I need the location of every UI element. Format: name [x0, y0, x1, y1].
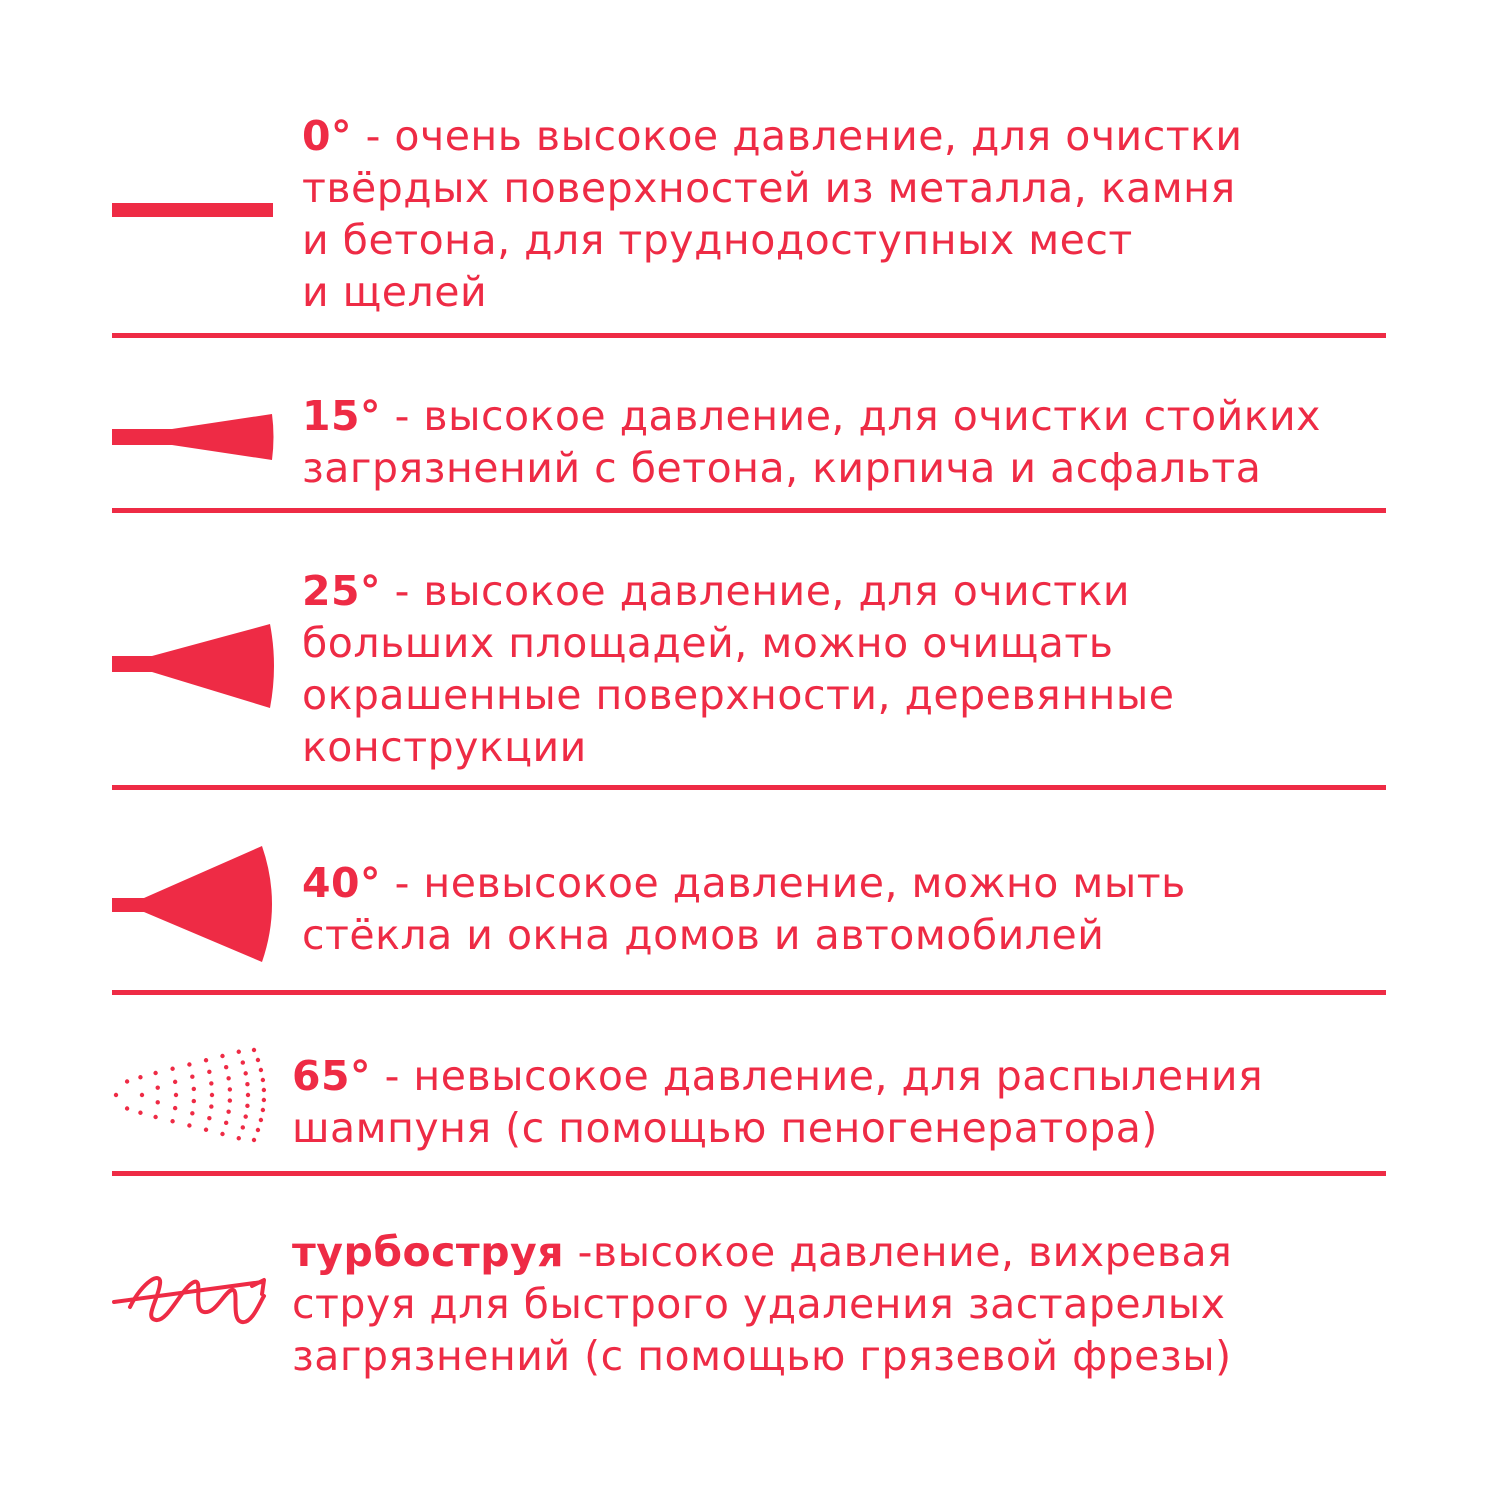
spray-dot: [204, 1128, 208, 1132]
spray-dot: [138, 1111, 142, 1115]
nozzle-text: - невысокое давление, можно мыть стёкла и окна домов и автомобилей: [302, 859, 1186, 959]
divider: [112, 508, 1386, 513]
nozzle-text: - высокое давление, для очистки стойких загрязнений с бетона, кирпича и асфальта: [302, 392, 1321, 492]
nozzle-description-65: [292, 1050, 1263, 1154]
spray-dot: [207, 1070, 211, 1074]
zero-degree-jet-icon: [112, 200, 274, 220]
spray-dot: [259, 1118, 263, 1122]
spray-dot: [210, 1093, 214, 1097]
spray-dot: [174, 1093, 178, 1097]
spray-dot: [220, 1132, 224, 1136]
spray-dot: [261, 1108, 265, 1112]
forty-degree-fan-icon: [112, 842, 274, 967]
nozzle-angle-label: 15°: [302, 392, 382, 440]
spray-dot: [220, 1054, 224, 1058]
nozzle-text: - очень высокое давление, для очистки твёрдых поверхностей из металла, камня и бетона, для труднодоступных мест и щелей: [302, 112, 1243, 316]
spray-dot: [170, 1067, 174, 1071]
nozzle-angle-label: 65°: [292, 1052, 372, 1100]
nozzle-description-25: [302, 565, 1174, 773]
spray-dot: [226, 1110, 230, 1114]
spray-dot: [170, 1119, 174, 1123]
spray-dot: [261, 1078, 265, 1082]
nozzle-text: -высокое давление, вихревая струя для быстрого удаления застарелых загрязнений (с помощью грязевой фрезы): [292, 1228, 1233, 1380]
spray-dot: [153, 1115, 157, 1119]
spray-dot: [224, 1121, 228, 1125]
spray-dot: [209, 1081, 213, 1085]
spray-dot: [204, 1058, 208, 1062]
nozzle-text: - высокое давление, для очистки больших площадей, можно очищать окрашенные поверхности, деревянные конструкции: [302, 567, 1175, 771]
spray-dot: [192, 1099, 196, 1103]
spray-dot: [125, 1079, 129, 1083]
spray-dot: [192, 1087, 196, 1091]
spray-dot: [125, 1106, 129, 1110]
spray-dot: [241, 1125, 245, 1129]
turbo-jet-swirl-icon: [112, 1262, 272, 1337]
spray-dot: [190, 1111, 194, 1115]
spray-dot: [156, 1085, 160, 1089]
spray-dot: [140, 1093, 144, 1097]
spray-dot: [173, 1080, 177, 1084]
spray-dot: [173, 1106, 177, 1110]
nozzle-description-15: [302, 390, 1321, 494]
spray-dot: [228, 1098, 232, 1102]
spray-dot: [187, 1062, 191, 1066]
nozzle-description-0: [302, 110, 1243, 318]
spray-dot: [262, 1098, 266, 1102]
sixty-five-degree-spray-icon: [112, 1045, 274, 1145]
divider: [112, 1171, 1386, 1176]
divider: [112, 333, 1386, 338]
divider: [112, 785, 1386, 790]
spray-dot: [252, 1138, 256, 1142]
nozzle-angle-label: 25°: [302, 567, 382, 615]
twenty-five-degree-fan-icon: [112, 620, 274, 712]
spray-dot: [187, 1123, 191, 1127]
spray-dot: [246, 1093, 250, 1097]
spray-dot: [228, 1087, 232, 1091]
spray-dot: [226, 1076, 230, 1080]
spray-dot: [256, 1128, 260, 1132]
spray-dot: [241, 1060, 245, 1064]
spray-dot: [252, 1048, 256, 1052]
spray-dot: [114, 1093, 118, 1097]
nozzle-text: - невысокое давление, для распыления шампуня (с помощью пеногенератора): [292, 1052, 1264, 1152]
spray-dot: [156, 1100, 160, 1104]
spray-dot: [245, 1082, 249, 1086]
spray-dot: [245, 1104, 249, 1108]
spray-dot: [153, 1071, 157, 1075]
nozzle-angle-label: 0°: [302, 112, 353, 160]
spray-dot: [259, 1068, 263, 1072]
nozzle-description-40: [302, 857, 1186, 961]
nozzle-angle-label: турбоструя: [292, 1228, 565, 1276]
spray-dot: [138, 1075, 142, 1079]
spray-dot: [262, 1088, 266, 1092]
spray-dot: [237, 1136, 241, 1140]
spray-dot: [243, 1071, 247, 1075]
spray-dot: [256, 1058, 260, 1062]
spray-dot: [243, 1114, 247, 1118]
spray-dot: [207, 1116, 211, 1120]
divider: [112, 990, 1386, 995]
spray-dot: [224, 1065, 228, 1069]
spray-dot: [209, 1104, 213, 1108]
fifteen-degree-fan-icon: [112, 410, 274, 465]
nozzle-angle-label: 40°: [302, 859, 382, 907]
spray-dot: [190, 1075, 194, 1079]
spray-dot: [237, 1050, 241, 1054]
nozzle-description-turbo: [292, 1226, 1232, 1382]
